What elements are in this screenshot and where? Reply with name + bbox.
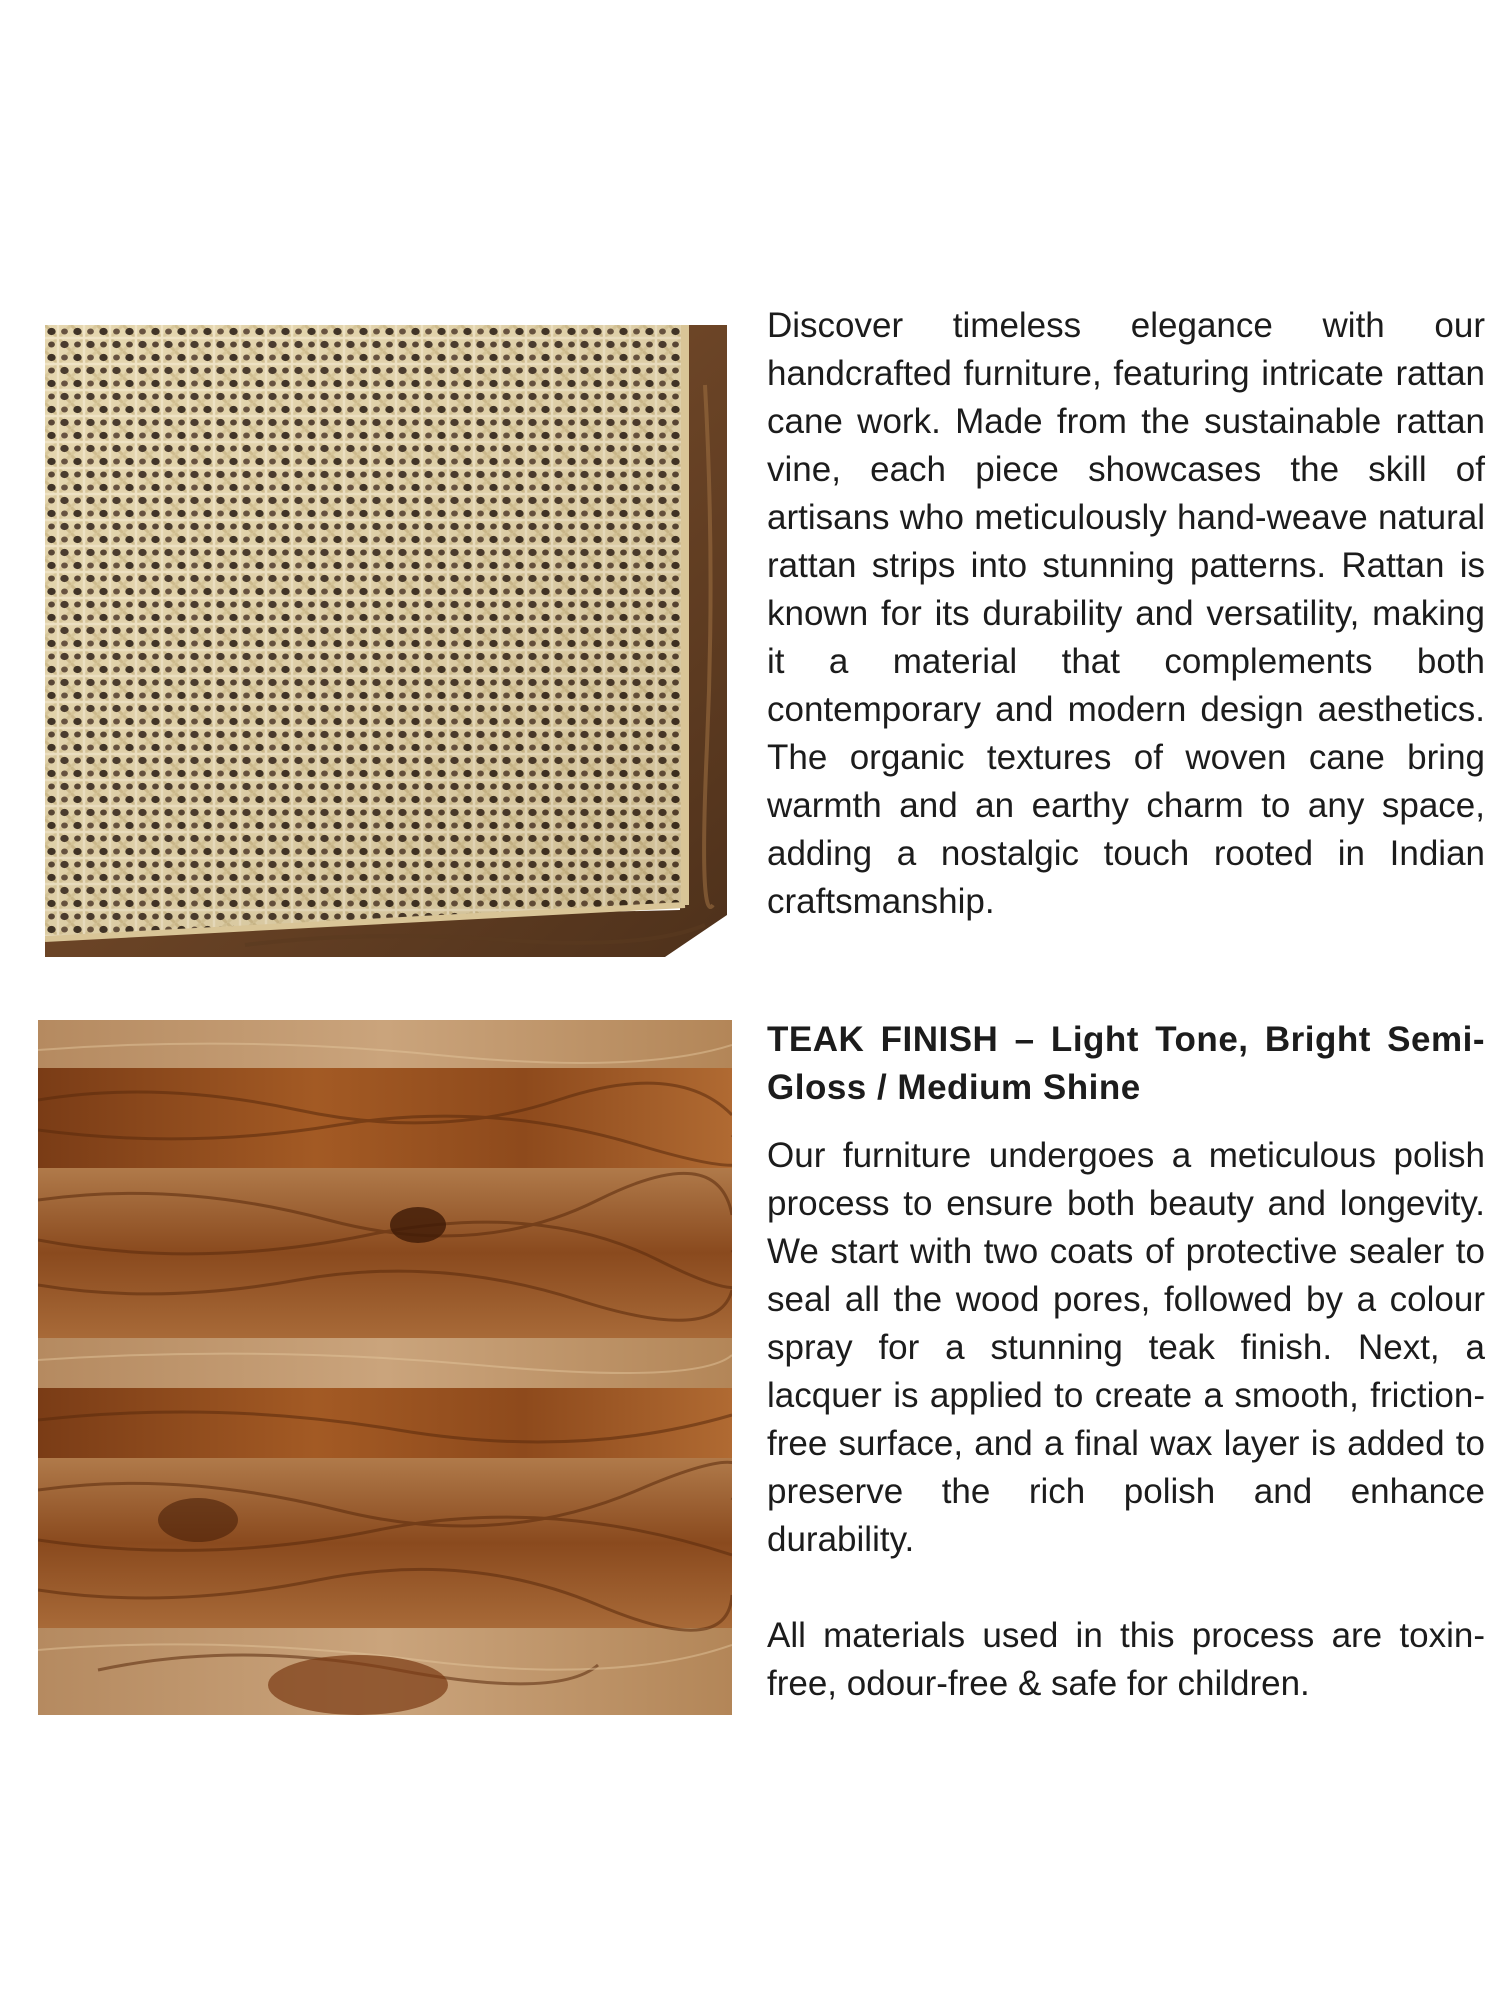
teak-safety-note: All materials used in this process are toxin-free, odour-free & safe for children. (767, 1616, 1485, 1703)
wood-plank (38, 1338, 732, 1388)
rattan-cane-photo (45, 325, 727, 957)
wood-plank (38, 1388, 732, 1458)
teak-description: Our furniture undergoes a meticulous polish process to ensure both beauty and longevity. We start with two coats of protective sealer to seal all the wood pores, followed by a colour spray for a stunning teak finish. Next, a lacquer is applied to create a smooth, friction-free surface, and a final wax layer is added to preserve the rich polish and enhance durability. (767, 1136, 1485, 1559)
rattan-description: Discover timeless elegance with our handcrafted furniture, featuring intricate rattan cane work. Made from the sustainable rattan vine, each piece showcases the skill of artisans who meticulously hand-weave natural rattan strips into stunning patterns. Rattan is known for its durability and versatility, making it a material that complements both contemporary and modern design aesthetics. The organic textures of woven cane bring warmth and an earthy charm to any space, adding a nostalgic touch rooted in Indian craftsmanship. (767, 306, 1485, 921)
rattan-cane-weave-image (45, 325, 727, 957)
teak-wood-grain-image (38, 1020, 732, 1715)
teak-wood-photo (38, 1020, 732, 1715)
teak-finish-heading: TEAK FINISH – Light Tone, Bright Semi-Gloss / Medium Shine (767, 1020, 1485, 1107)
